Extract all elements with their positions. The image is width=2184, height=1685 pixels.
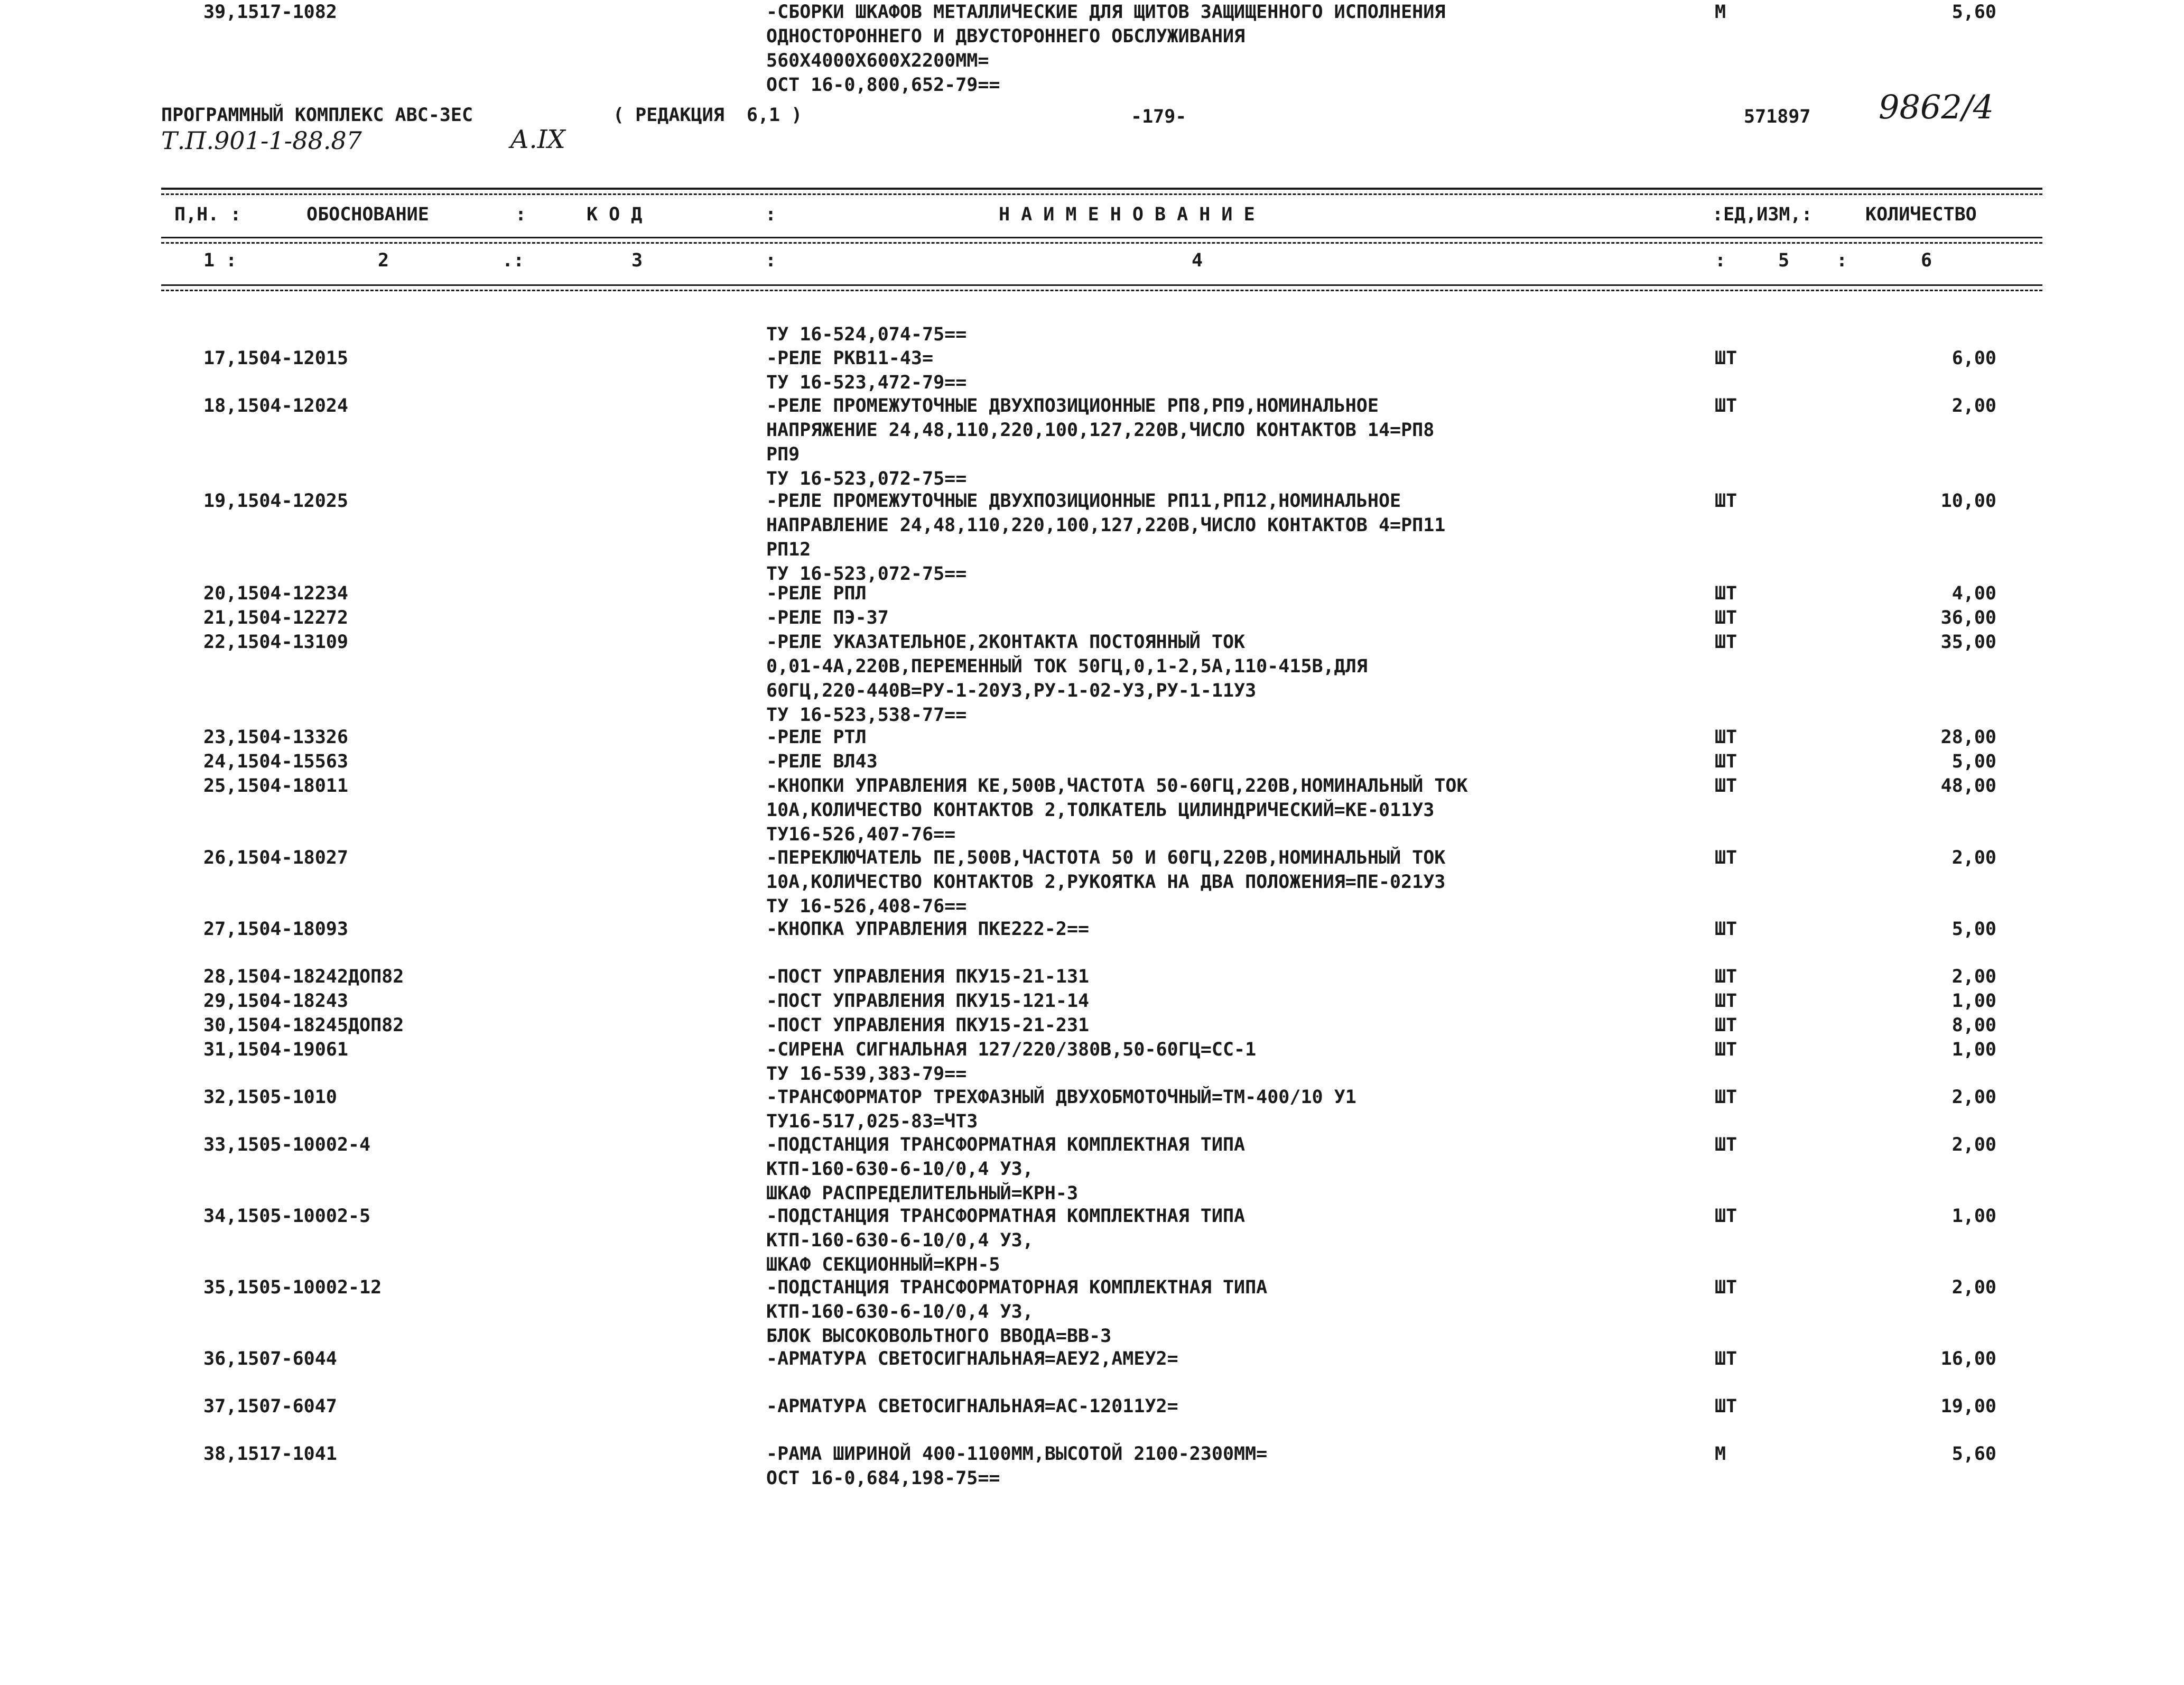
item-number: 28,1504-18242ДОП82 (203, 966, 404, 987)
item-name-line: ТУ 16-523,072-75== (766, 468, 967, 489)
item-name-line: -РЕЛЕ ВЛ43 (766, 751, 878, 772)
item-name (766, 394, 1434, 491)
item-name-line: 10А,КОЛИЧЕСТВО КОНТАКТОВ 2,ТОЛКАТЕЛЬ ЦИЛИНДРИЧЕСКИЙ=КЕ-011У3 (766, 800, 1435, 821)
item-unit: ШТ (1715, 990, 1737, 1012)
item-name-line: -РЕЛЕ ПЭ-37 (766, 607, 889, 628)
item-name (766, 965, 1089, 989)
item-name-line: -ПОДСТАНЦИЯ ТРАНСФОРМАТНАЯ КОМПЛЕКТНАЯ ТИПА (766, 1206, 1246, 1227)
item-unit: ШТ (1715, 847, 1737, 868)
item-number: 19,1504-12025 (203, 490, 348, 512)
item-number: 18,1504-12024 (203, 395, 348, 416)
item-unit: М (1715, 1443, 1726, 1465)
item-name-line: РП9 (766, 444, 800, 465)
item-unit: ШТ (1715, 607, 1737, 628)
item-name-line: -РЕЛЕ ПРОМЕЖУТОЧНЫЕ ДВУХПОЗИЦИОННЫЕ РП8,РП9,НОМИНАЛЬНОЕ (766, 395, 1379, 416)
col-number-sep-c: : (1715, 250, 1726, 271)
item-quantity: 4,00 (1951, 583, 1996, 604)
item-unit: ШТ (1715, 775, 1737, 797)
item-name-line: -ПОСТ УПРАВЛЕНИЯ ПКУ15-21-131 (766, 966, 1090, 987)
item-quantity: 6,00 (1951, 348, 1996, 369)
item-name-line: ТУ 16-523,472-79== (766, 372, 967, 393)
item-quantity: 2,00 (1951, 395, 1996, 416)
item-name-line: КТП-160-630-6-10/0,4 У3, (766, 1301, 1034, 1322)
item-quantity: 5,00 (1951, 751, 1996, 772)
item-number: 33,1505-10002-4 (203, 1134, 371, 1155)
item-name-line: -ТРАНСФОРМАТОР ТРЕХФАЗНЫЙ ДВУХОБМОТОЧНЫЙ=ТМ-400/10 У1 (766, 1087, 1356, 1108)
item-name-line: 560Х4000Х600Х2200ММ= (766, 50, 989, 71)
item-name-line: -ПЕРЕКЛЮЧАТЕЛЬ ПЕ,500В,ЧАСТОТА 50 И 60ГЦ,220В,НОМИНАЛЬНЫЙ ТОК (766, 847, 1446, 868)
col-number-6: 6 (1921, 250, 1932, 271)
col-header-sep-2: : (765, 204, 777, 225)
item-name-line: 0,01-4А,220В,ПЕРЕМЕННЫЙ ТОК 50ГЦ,0,1-2,5А,110-415В,ДЛЯ (766, 656, 1368, 677)
item-unit: ШТ (1715, 1277, 1737, 1298)
item-number: 22,1504-13109 (203, 632, 348, 653)
item-unit: ШТ (1715, 966, 1737, 987)
item-name-line: -СБОРКИ ШКАФОВ МЕТАЛЛИЧЕСКИЕ ДЛЯ ЩИТОВ ЗАЩИЩЕННОГО ИСПОЛНЕНИЯ (766, 2, 1446, 23)
item-unit: ШТ (1715, 632, 1737, 653)
project-reference: Т.П.901-1-88.87 (161, 126, 362, 155)
col-number-2: 2 (378, 250, 389, 271)
item-number: 32,1505-1010 (203, 1087, 337, 1108)
item-name-line: ШКАФ РАСПРЕДЕЛИТЕЛЬНЫЙ=КРН-3 (766, 1183, 1079, 1204)
item-quantity: 8,00 (1951, 1015, 1996, 1036)
item-name-line: ОСТ 16-0,800,652-79== (766, 75, 1000, 96)
item-unit: ШТ (1715, 1348, 1737, 1369)
page-number: -179- (1131, 106, 1187, 127)
item-name-line: -ПОДСТАНЦИЯ ТРАНСФОРМАТОРНАЯ КОМПЛЕКТНАЯ ТИПА (766, 1277, 1268, 1298)
item-name-line: -РЕЛЕ РТЛ (766, 727, 867, 748)
item-unit: ШТ (1715, 727, 1737, 748)
item-name-line: ТУ 16-523,538-77== (766, 705, 967, 726)
item-number: 35,1505-10002-12 (203, 1277, 382, 1298)
item-name (766, 1013, 1089, 1038)
item-quantity: 2,00 (1951, 966, 1996, 987)
item-name (766, 1133, 1245, 1206)
item-quantity: 1,00 (1951, 990, 1996, 1012)
item-name-line: 10А,КОЛИЧЕСТВО КОНТАКТОВ 2,РУКОЯТКА НА ДВА ПОЛОЖЕНИЯ=ПЕ-021У3 (766, 872, 1446, 893)
item-number: 23,1504-13326 (203, 727, 348, 748)
item-name-line: -КНОПКИ УПРАВЛЕНИЯ КЕ,500В,ЧАСТОТА 50-60ГЦ,220В,НОМИНАЛЬНЫЙ ТОК (766, 775, 1468, 797)
item-name-line: ОСТ 16-0,684,198-75== (766, 1468, 1000, 1489)
item-quantity: 10,00 (1940, 490, 1996, 512)
item-name-line: ТУ 16-523,072-75== (766, 563, 967, 585)
item-name-line: ТУ16-526,407-76== (766, 824, 956, 845)
item-unit: ШТ (1715, 1396, 1737, 1417)
item-name (766, 917, 1089, 941)
item-quantity: 2,00 (1951, 1134, 1996, 1155)
item-name-line: НАПРЯЖЕНИЕ 24,48,110,220,100,127,220В,ЧИСЛО КОНТАКТОВ 14=РП8 (766, 420, 1435, 441)
item-name (766, 322, 966, 347)
item-name-line: -РЕЛЕ РПЛ (766, 583, 867, 604)
item-name-line: -КНОПКА УПРАВЛЕНИЯ ПКЕ222-2== (766, 919, 1090, 940)
item-number: 36,1507-6044 (203, 1348, 337, 1369)
item-unit: ШТ (1715, 583, 1737, 604)
item-unit: ШТ (1715, 490, 1737, 512)
item-name (766, 1204, 1245, 1277)
item-quantity: 2,00 (1951, 847, 1996, 868)
item-number: 29,1504-18243 (203, 990, 348, 1012)
item-name (766, 606, 889, 630)
item-number: 17,1504-12015 (203, 348, 348, 369)
item-quantity: 5,60 (1951, 1443, 1996, 1465)
item-name-line: -РАМА ШИРИНОЙ 400-1100ММ,ВЫСОТОЙ 2100-2300ММ= (766, 1443, 1268, 1465)
col-number-sep-a: .: (502, 250, 525, 271)
item-quantity: 28,00 (1940, 727, 1996, 748)
item-name-line: ТУ16-517,025-83=ЧТ3 (766, 1111, 978, 1132)
item-name-line: 60ГЦ,220-440В=РУ-1-20У3,РУ-1-02-У3,РУ-1-11У3 (766, 680, 1257, 701)
item-name-line: ТУ 16-524,074-75== (766, 324, 967, 345)
col-number-4: 4 (1192, 250, 1203, 271)
item-name-line: ШКАФ СЕКЦИОННЫЙ=КРН-5 (766, 1254, 1000, 1275)
item-unit: ШТ (1715, 919, 1737, 940)
item-name (766, 989, 1089, 1013)
item-number: 26,1504-18027 (203, 847, 348, 868)
item-name-line: -РЕЛЕ ПРОМЕЖУТОЧНЫЕ ДВУХПОЗИЦИОННЫЕ РП11,РП12,НОМИНАЛЬНОЕ (766, 490, 1401, 512)
item-name-line: -ПОСТ УПРАВЛЕНИЯ ПКУ15-21-231 (766, 1015, 1090, 1036)
col-number-3: 3 (631, 250, 643, 271)
col-header-sep-1: : (515, 204, 527, 225)
item-name-line: ОДНОСТОРОННЕГО И ДВУСТОРОННЕГО ОБСЛУЖИВАНИЯ (766, 26, 1246, 47)
item-name-line: -РЕЛЕ УКАЗАТЕЛЬНОЕ,2КОНТАКТА ПОСТОЯННЫЙ ТОК (766, 632, 1246, 653)
item-name (766, 1085, 1356, 1134)
item-name (766, 1275, 1267, 1348)
item-name (766, 489, 1445, 586)
item-name-line: РП12 (766, 539, 811, 560)
item-name-line: -АРМАТУРА СВЕТОСИГНАЛЬНАЯ=АЕУ2,АМЕУ2= (766, 1348, 1178, 1369)
document-number: 9862/4 (1879, 88, 1994, 126)
item-quantity: 48,00 (1940, 775, 1996, 797)
item-name (766, 630, 1368, 727)
item-name-line: КТП-160-630-6-10/0,4 У3, (766, 1159, 1034, 1180)
item-name (766, 1038, 1256, 1086)
item-quantity: 16,00 (1940, 1348, 1996, 1369)
col-header-name: Н А И М Е Н О В А Н И Е (999, 204, 1255, 225)
item-name-line: КТП-160-630-6-10/0,4 У3, (766, 1230, 1034, 1251)
item-name (766, 725, 867, 749)
col-header-unit: :ЕД,ИЗМ,: (1712, 204, 1813, 225)
item-name (766, 846, 1445, 919)
item-number: 31,1504-19061 (203, 1039, 348, 1060)
item-unit: ШТ (1715, 1206, 1737, 1227)
item-name (766, 1347, 1178, 1371)
item-number: 27,1504-18093 (203, 919, 348, 940)
item-quantity: 19,00 (1940, 1396, 1996, 1417)
col-number-1: 1 : (203, 250, 237, 271)
item-quantity: 36,00 (1940, 607, 1996, 628)
col-header-code: К О Д (587, 204, 643, 225)
item-name (766, 1442, 1267, 1490)
item-name-line: ТУ 16-526,408-76== (766, 896, 967, 917)
item-number: 20,1504-12234 (203, 583, 348, 604)
item-name (766, 0, 1445, 97)
item-number: 38,1517-1041 (203, 1443, 337, 1465)
item-name-line: НАПРАВЛЕНИЕ 24,48,110,220,100,127,220В,ЧИСЛО КОНТАКТОВ 4=РП11 (766, 515, 1446, 536)
item-name-line: -ПОСТ УПРАВЛЕНИЯ ПКУ15-121-14 (766, 990, 1090, 1012)
item-number: 37,1507-6047 (203, 1396, 337, 1417)
item-number: 24,1504-15563 (203, 751, 348, 772)
item-name-line: -СИРЕНА СИГНАЛЬНАЯ 127/220/380В,50-60ГЦ=СС-1 (766, 1039, 1257, 1060)
col-header-qty: КОЛИЧЕСТВО (1865, 204, 1977, 225)
item-number: 34,1505-10002-5 (203, 1206, 371, 1227)
item-number: 21,1504-12272 (203, 607, 348, 628)
item-name-line: БЛОК ВЫСОКОВОЛЬТНОГО ВВОДА=ВВ-3 (766, 1326, 1112, 1347)
item-number: 39,1517-1082 (203, 2, 337, 23)
item-name (766, 581, 867, 606)
col-number-sep-b: : (765, 250, 777, 271)
col-number-sep-d: : (1836, 250, 1848, 271)
album-reference: А.IX (510, 125, 565, 154)
item-name (766, 346, 966, 395)
item-quantity: 5,60 (1951, 2, 1996, 23)
program-title: ПРОГРАММНЫЙ КОМПЛЕКС АВС-ЗЕС (161, 105, 473, 126)
item-quantity: 5,00 (1951, 919, 1996, 940)
item-number: 30,1504-18245ДОП82 (203, 1015, 404, 1036)
item-number: 25,1504-18011 (203, 775, 348, 797)
edition-label: ( РЕДАКЦИЯ 6,1 ) (613, 105, 803, 126)
item-unit: ШТ (1715, 751, 1737, 772)
item-quantity: 35,00 (1940, 632, 1996, 653)
item-quantity: 1,00 (1951, 1206, 1996, 1227)
item-name (766, 749, 878, 774)
item-name (766, 774, 1468, 847)
item-unit: М (1715, 2, 1726, 23)
item-name-line: -РЕЛЕ РКВ11-43= (766, 348, 934, 369)
col-number-5: 5 (1778, 250, 1790, 271)
item-quantity: 2,00 (1951, 1087, 1996, 1108)
item-unit: ШТ (1715, 395, 1737, 416)
item-unit: ШТ (1715, 348, 1737, 369)
item-unit: ШТ (1715, 1087, 1737, 1108)
item-quantity: 1,00 (1951, 1039, 1996, 1060)
item-name-line: -ПОДСТАНЦИЯ ТРАНСФОРМАТНАЯ КОМПЛЕКТНАЯ ТИПА (766, 1134, 1246, 1155)
item-unit: ШТ (1715, 1134, 1737, 1155)
item-name-line: -АРМАТУРА СВЕТОСИГНАЛЬНАЯ=АС-12011У2= (766, 1396, 1178, 1417)
item-quantity: 2,00 (1951, 1277, 1996, 1298)
item-name (766, 1394, 1178, 1419)
item-unit: ШТ (1715, 1015, 1737, 1036)
col-header-basis: ОБОСНОВАНИЕ (306, 204, 429, 225)
item-name-line: ТУ 16-539,383-79== (766, 1063, 967, 1085)
document-code: 571897 (1744, 106, 1811, 127)
col-header-pn: П,Н. : (174, 204, 241, 225)
item-unit: ШТ (1715, 1039, 1737, 1060)
